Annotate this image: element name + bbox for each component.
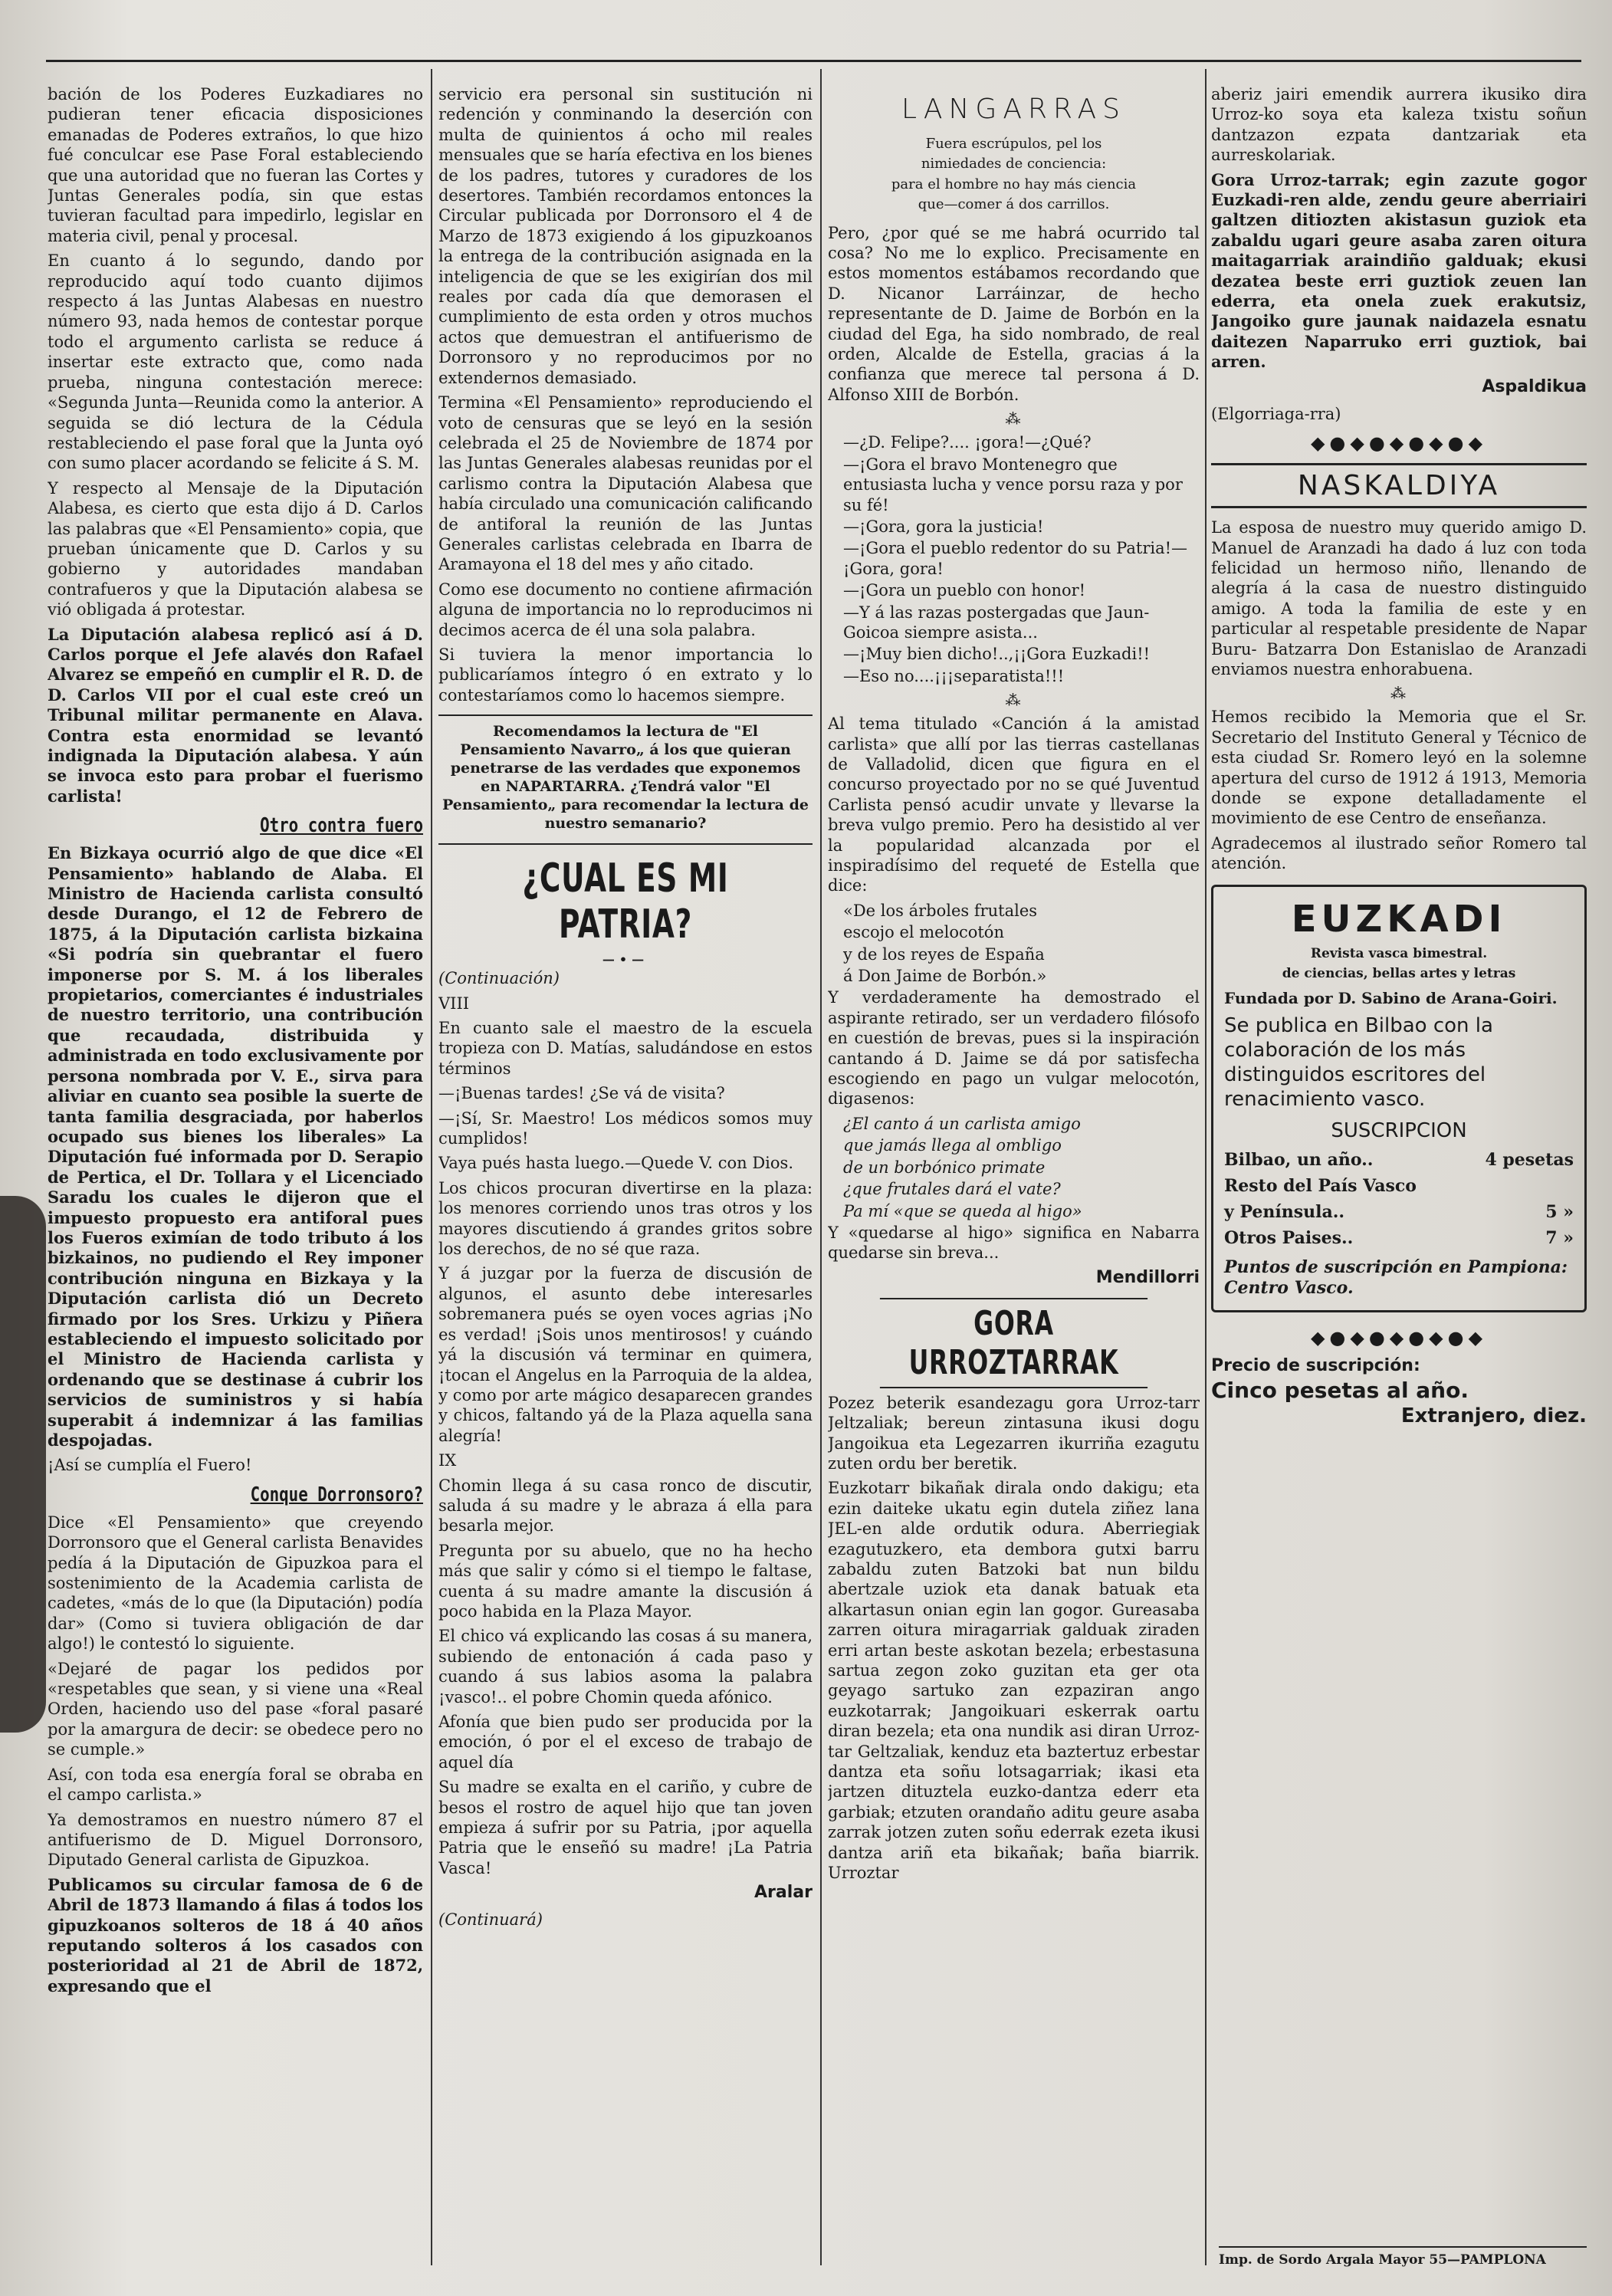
paragraph: —¡Buenas tardes! ¿Se vá de visita? xyxy=(438,1084,725,1103)
source-line: (Elgorriaga-rra) xyxy=(1211,404,1341,423)
advert-subtitle: Revista vasca bimestral. xyxy=(1310,945,1488,961)
paragraph: ¡Así se cumplía el Fuero! xyxy=(48,1456,252,1475)
separator: ⁂ xyxy=(1390,684,1407,703)
signature: Mendillorri xyxy=(1095,1267,1200,1287)
paragraph: Y «quedarse al higo» significa en Nabarra quedarse sin breva... xyxy=(828,1223,1200,1263)
paragraph: Vaya pués hasta luego.—Quede V. con Dios. xyxy=(438,1154,793,1173)
subscription-points: Puntos de suscripción en Pampiona: Centro Vasco. xyxy=(1224,1257,1568,1298)
paragraph: Pero, ¿por qué se me habrá ocurrido tal cosa? No me lo explico. Precisamente en estos momentos estábamos recordando que D. Nicanor Larráinzar, de hecho representante de D. Jaime de Borbón en la ciudad del Ega, ha sido nombrado, de real orden, Alcalde de Estella, gracias á la confianza que merece tal persona á D. Alfonso XIII de Borbón. xyxy=(828,223,1200,404)
subscription-label: Bilbao, un año.. xyxy=(1224,1150,1374,1171)
paragraph: «Dejaré de pagar los pedidos por «respetables que sean, y si viene una «Real Orden, haciendo uso del pase «foral pasaré por la amargura de decir: se obedece pero no se cumple.» xyxy=(48,1659,423,1759)
verse-line: escojo el melocotón xyxy=(843,923,1004,942)
dialog-line: —¡Gora un pueblo con honor! xyxy=(843,581,1086,600)
signature: Aspaldikua xyxy=(1482,376,1587,396)
verse-line: ¿El canto á un carlista amigo xyxy=(843,1114,1081,1133)
paragraph: Así, con toda esa energía foral se obraba en el campo carlista.» xyxy=(48,1765,423,1805)
subscription-row xyxy=(1224,1228,1574,1248)
paragraph: Pozez beterik esandezagu gora Urroz-tarr Jeltzaliak; bereun zintasuna ikusi dogu Jangoikua eta Legezarren ikurriña ezagutu zuten ordu ber beretik. xyxy=(828,1393,1200,1473)
epigraph-line: para el hombre no hay más ciencia xyxy=(891,176,1137,192)
article-title: GORA URROZTARRAK xyxy=(880,1298,1147,1388)
subscription-value: 5 » xyxy=(1545,1202,1574,1223)
euzkadi-advert xyxy=(1211,885,1587,1312)
notice-box xyxy=(438,714,813,845)
dialog-line: —¡Muy bien dicho!..,¡¡Gora Euzkadi!! xyxy=(843,645,1151,664)
verse-line: de un borbónico primate xyxy=(843,1158,1046,1177)
paragraph: Dice «El Pensamiento» que creyendo Dorronsoro que el General carlista Benavides pedía á la Diputación de Gipuzkoa para el sostenimiento de la Academia carlista de cadetes, «más de lo que (la Diputación) podía dar» (Como si tuviera obligación de dar algo!) le contestó lo siguiente. xyxy=(48,1513,423,1654)
column-divider xyxy=(820,69,822,2265)
subscription-label: Resto del País Vasco xyxy=(1224,1176,1417,1197)
column-3 xyxy=(828,84,1200,1887)
column-2 xyxy=(438,84,813,1935)
page-shadow xyxy=(0,1196,46,1733)
article-title: LANGARRAS xyxy=(901,94,1126,125)
article-subtitle: (Continuación) xyxy=(438,969,560,988)
verse-line: á Don Jaime de Borbón.» xyxy=(843,967,1047,986)
subscription-label: Otros Paises.. xyxy=(1224,1228,1354,1249)
chapter-number: VIII xyxy=(438,994,470,1013)
epigraph xyxy=(828,134,1200,215)
section-title: NASKALDIYA xyxy=(1211,463,1587,508)
paragraph: aberiz jairi emendik aurrera ikusiko dira Urroz-ko soya eta kaleza txistu soñun dantzazon ezpata dantzariak eta aurreskolariak. xyxy=(1211,85,1587,165)
verse-line: y de los reyes de España xyxy=(843,944,1045,964)
ornament-divider: ◆●◆●◆●◆●◆ xyxy=(1310,1326,1488,1349)
paragraph: Pregunta por su abuelo, que no ha hecho más que salir y cómo si el tiempo le faltase, cuenta á su madre amante la discusión á poco habida en la Plaza Mayor. xyxy=(438,1541,813,1621)
paragraph: Ya demostramos en nuestro número 87 el antifuerismo de D. Miguel Dorronsoro, Diputado General carlista de Gipuzkoa. xyxy=(48,1810,423,1870)
paragraph: Los chicos procuran divertirse en la plaza: los menores corriendo unos tras otros y los mayores discutiendo á grandes gritos sobre los derechos, de no sé que raza. xyxy=(438,1178,813,1259)
epigraph-line: que—comer á dos carrillos. xyxy=(918,196,1110,213)
dialog-line: —¡Gora el pueblo redentor do su Patria!—¡Gora, gora! xyxy=(843,539,1188,578)
paragraph: Y á juzgar por la fuerza de discusión de algunos, el asunto debe interesarles sobremanera pués se oyen voces agrias ¡No es verdad! ¡Sois unos mentirosos! y cuándo yá la discusión vá terminar en quimera, ¡tocan el Angelus en la Parroquia de la aldea, y como por arte mágico desaparecen grandes y chicos, faltando yá de la Plaza aquella sana alegría! xyxy=(438,1264,813,1445)
article-title: ¿CUAL ES MI PATRIA? xyxy=(522,856,729,948)
paragraph: bación de los Poderes Euzkadiares no pudieran tener eficacia disposiciones emanadas de Poderes extraños, lo que hizo fué conculcar ese Pase Foral estableciendo que una autoridad que no fueran las Cortes y Juntas Generales podía, sin que estas tuvieran facultad para impedirlo, legislar en materia civil, penal y procesal. xyxy=(48,85,423,245)
dialog-line: —Y á las razas postergadas que Jaun-Goicoa siempre asista... xyxy=(843,603,1150,642)
top-rule xyxy=(46,60,1581,62)
paragraph: Y respecto al Mensaje de la Diputación Alabesa, es cierto que esta dijo á D. Carlos las palabras que «El Pensamiento» copia, que prueban únicamente que D. Carlos y su gobierno y autoridades mandaban contrafueros y que la Diputación alabesa se vió obligada á protestar. xyxy=(48,478,423,619)
paragraph: Euzkotarr bikañak dirala ondo dakigu; eta ezin daiteke ukatu egin dutela ziñez lana JEL-en alde ordutik odura. Aberriegiak ezagutuzkero, eta dembora gutxi barru zabaldu zuten Batzoki bat nun bildu abertzale uziok eta danak batuak eta alkartasun onian egin lan gogor. Gureasaba zarren oitura miragarriak galduak ziraden erri artan beste askotan bezela; erbestasuna sartua zegon zoko guzitan eta ger ota geyago sartuko zan ezpaziran ango euzkotarrak; Jangoikuari eskerrak oartu diran bezela; eta ona nundik asi diran Urroz-tar Geltzaliak, kenduz eta baztertuz erbestar dantza eta soñu lotsagarriak; ikasi eta jartzen dituztela euzko-dantza ederr eta garbiak; etzuten orandaño aditu geure asaba zarrak jotzen zuten soñu ederrak ezeta ikusi dantza ariñ eta bikañak; baña biarrik. Urroztar xyxy=(828,1479,1200,1883)
continued-note: (Continuará) xyxy=(438,1910,543,1930)
verse-line: «De los árboles frutales xyxy=(843,901,1038,920)
paragraph: En cuanto á lo segundo, dando por reproducido aquí todo cuanto dijimos respecto á las Juntas Alabesas en nuestro número 93, nada hemos de contestar porque todo el argumento carlista se reduce á insertar este extracto que, como nada prueba, ninguna contestación merece: «Segunda Junta—Reunida como la anterior. A seguida se dió lectura de la Cédula restableciendo el pase foral que la Junta oyó con sumo placer acordando se felicite á S. M. xyxy=(48,251,423,473)
price-heading: Precio de suscripción: xyxy=(1211,1356,1420,1376)
advert-description: Se publica en Bilbao con la colaboración de los más distinguidos escritores del renacimiento vasco. xyxy=(1224,1013,1493,1111)
paragraph: En cuanto sale el maestro de la escuela tropieza con D. Matías, saludándose en estos términos xyxy=(438,1019,813,1078)
paragraph: Si tuviera la menor importancia lo publicaríamos íntegro ó en extrato y lo contestaríamos como lo hacemos siempre. xyxy=(438,645,813,705)
verse-line: ¿que frutales dará el vate? xyxy=(843,1180,1061,1199)
epigraph-line: nimiedades de conciencia: xyxy=(921,156,1107,172)
paragraph: Chomin llega á su casa ronco de discutir, saluda á su madre y le abraza á ella para besarla mejor. xyxy=(438,1476,813,1536)
subscription-value: 4 pesetas xyxy=(1485,1150,1574,1171)
epigraph-line: Fuera escrúpulos, pel los xyxy=(925,136,1102,152)
paragraph: Su madre se exalta en el cariño, y cubre de besos el rostro de aquel hijo que tan joven empieza á sufrir por su Patria, ¡por aquella Patria que le enseñó su madre! ¡La Patria Vasca! xyxy=(438,1778,813,1877)
verse xyxy=(828,901,1200,987)
separator: ⁂ xyxy=(1005,691,1023,710)
verse-line: Pa mí «que se queda al higo» xyxy=(843,1201,1082,1220)
verse-line: que jamás llega al ombligo xyxy=(843,1136,1062,1155)
subscription-row xyxy=(1224,1150,1574,1170)
price-line: Cinco pesetas al año. xyxy=(1211,1378,1469,1404)
subscription-value: 7 » xyxy=(1545,1228,1574,1249)
subscription-heading: SUSCRIPCION xyxy=(1331,1118,1467,1142)
paragraph: La Diputación alabesa replicó así á D. Carlos porque el Jefe alavés don Rafael Alvarez se empeñó en cumplir el R. D. de D. Carlos VII por el cual este creó un Tribunal militar permanente en Alava. Contra esta enormidad se levantó indignada la Diputación alabesa. Y aún se invoca esto para probar el fuerismo carlista! xyxy=(48,624,423,806)
paragraph: En Bizkaya ocurrió algo de que dice «El Pensamiento» hablando de Alaba. El Ministro de Hacienda carlista consultó desde Durango, el 12 de Febrero de 1875, á la Diputación carlista bizkaina «Si podría sin quebrantar el fuero imponerse por S. M. á los liberales propietarios, comerciantes é industriales de nuestro territorio, una contribución que recaudada, distribuida y administrada en todo exclusivamente por persona nombrada por V. E., sirva para aliviar en cuanto sea posible la suerte de tanta familia desgraciada, por haberlos ocupado sus bienes los liberales» La Diputación fué informada por D. Serapio de Pertica, el Dr. Tollara y el Licenciado Saradu los cuales le dijeron que el impuesto propuesto era antiforal pues los Fueros eximían de todo tributo á los bizkainos, no pudiendo el Rey imponer contribución ninguna en Bizkaya y la Diputación carlista dió un Decreto firmado por los Sres. Urkizu y Piñera estableciendo el impuesto solicitado por el Ministro de Hacienda carlista y ordenando que se destinase á cubrir los servicios de suministros y si había superabit á indemnizar á las familias despojadas. xyxy=(48,843,423,1450)
section-heading: Conque Dorronsoro? xyxy=(250,1483,423,1506)
paragraph: Publicamos su circular famosa de 6 de Abril de 1873 llamando á filas á todos los gipuzkoanos solteros de 18 á 40 años reputando solteros á los casados con posterioridad al 21 de Abril de 1872, expresando que el xyxy=(48,1874,423,1995)
column-1 xyxy=(48,84,423,2001)
verse xyxy=(828,1114,1200,1221)
notice-text: Recomendamos la lectura de "El Pensamiento Navarro„ á los que quieran penetrarse de las verdades que exponemos en NAPARTARRA. ¿Tendrá valor "El Pensamiento„ para recomendar la lectura de nuestro semanario? xyxy=(442,723,809,833)
paragraph: Al tema titulado «Canción á la amistad carlista» que allí por las tierras castellanas de Valladolid, dicen que figura en el concurso proyectado por no se qué Juventud Carlista pensó acudir unvate y llevarse la breva vulgo premio. Pero ha desistido al ver la popularidad alcanzada por el inspiradísimo del requeté de Estella que dice: xyxy=(828,714,1200,895)
paragraph: El chico vá explicando las cosas á su manera, subiendo de entonación á cada paso y cuando á sus labios asoma la palabra ¡vasco!.. el pobre Chomin queda afónico. xyxy=(438,1627,813,1706)
ornament-divider: ◆●◆●◆●◆●◆ xyxy=(1310,432,1488,455)
dialog-line: —¿D. Felipe?.... ¡gora!—¿Qué? xyxy=(843,433,1092,452)
advert-subtitle: de ciencias, bellas artes y letras xyxy=(1282,966,1516,981)
dialog xyxy=(828,432,1200,686)
paragraph: Gora Urroz-tarrak; egin zazute gogor Euzkadi-ren alde, zendu geure aberriairi galtzen ditiozten akistasun guziok eta zabaldu ugari geure asaba zaren oitura maitagarriak araindiño galduak; ekusi dezatea beste erri guztiok zeuen lan ederra, eta onela zuek erakutsiz, Jangoiko gure jaunak naidazela esnatu daitezen Naparruko erri guztiok, bai arren. xyxy=(1211,169,1587,372)
advert-title: EUZKADI xyxy=(1291,897,1507,941)
price-line: Extranjero, diez. xyxy=(1400,1404,1587,1427)
section-heading: Otro contra fuero xyxy=(260,814,423,838)
chapter-number: IX xyxy=(438,1451,457,1470)
subscription-row xyxy=(1224,1176,1574,1196)
subscription-row xyxy=(1224,1202,1574,1222)
dialog-line: —Eso no....¡¡¡separatista!!! xyxy=(843,666,1065,685)
imprint: Imp. de Sordo Argala Mayor 55—PAMPLONA xyxy=(1219,2246,1587,2268)
column-4 xyxy=(1211,84,1587,1430)
paragraph: Afonía que bien pudo ser producida por la emoción, ó por el el exceso de trabajo de aquel día xyxy=(438,1713,813,1772)
subscription-label: y Península.. xyxy=(1224,1202,1345,1223)
paragraph: La esposa de nuestro muy querido amigo D. Manuel de Aranzadi ha dado á luz con toda felicidad un hermoso niño, llenando de alegría á la casa de nuestro distinguido amigo. A toda la familia de este y en particular al respetable presidente de Napar Buru- Batzarra Don Estanislao de Aranzadi enviamos nuestra enhorabuena. xyxy=(1211,518,1587,678)
dialog-line: —¡Gora, gora la justicia! xyxy=(843,517,1044,536)
signature: Aralar xyxy=(754,1883,813,1903)
title-ornament: —•— xyxy=(602,952,649,967)
column-divider xyxy=(431,69,432,2265)
paragraph: Agradecemos al ilustrado señor Romero tal atención. xyxy=(1211,833,1587,873)
advert-founder: Fundada por D. Sabino de Arana-Goiri. xyxy=(1224,989,1558,1008)
paragraph: Termina «El Pensamiento» reproduciendo el voto de censuras que se leyó en la sesión celebrada el 25 de Noviembre de 1874 por las Juntas Generales alabesas reunidas por el carlismo contra la Diputación Alabesa que había circulado una comunicación calificando de antiforal la reunión de las Juntas Generales carlistas celebrada en Ibarra de Aramayona el 18 del mes y año citado. xyxy=(438,393,813,574)
paragraph: —¡Sí, Sr. Maestro! Los médicos somos muy cumplidos! xyxy=(438,1109,813,1148)
paragraph: servicio era personal sin sustitución ni redención y conminando la deserción con multa de quinientos á ocho mil reales mensuales que se haría efectiva en los bienes de los padres, tutores y curadores de los desertores. También recordamos entonces la Circular publicada por Dorronsoro el 4 de Marzo de 1873 exigiendo á los gipuzkoanos la entrega de la contribución asignada en la inteligencia de que se les exigirían dos mil reales por cada día que demorasen el cumplimiento de esta orden y otros muchos actos que demuestran el antifuerismo de Dorronsoro y no reproducimos por no extendernos demasiado. xyxy=(438,85,813,387)
column-divider xyxy=(1205,69,1207,2265)
dialog-line: —¡Gora el bravo Montenegro que entusiasta lucha y vence porsu raza y por su fé! xyxy=(843,455,1183,514)
separator: ⁂ xyxy=(1005,409,1023,429)
paragraph: Hemos recibido la Memoria que el Sr. Secretario del Instituto General y Técnico de esta ciudad Sr. Romero leyó en la solemne apertura del curso de 1912 á 1913, Memoria donde se expone detalladamente el movimiento de ese Centro de enseñanza. xyxy=(1211,708,1587,828)
paragraph: Como ese documento no contiene afirmación alguna de importancia no lo reproducimos ni decimos acerca de él una sola palabra. xyxy=(438,580,813,639)
paragraph: Y verdaderamente ha demostrado el aspirante retirado, ser un verdadero filósofo en cuestión de brevas, pues si la inspiración cantando á D. Jaime se dá por satisfecha escogiendo en pago un vulgar melocotón, digasenos: xyxy=(828,988,1200,1109)
